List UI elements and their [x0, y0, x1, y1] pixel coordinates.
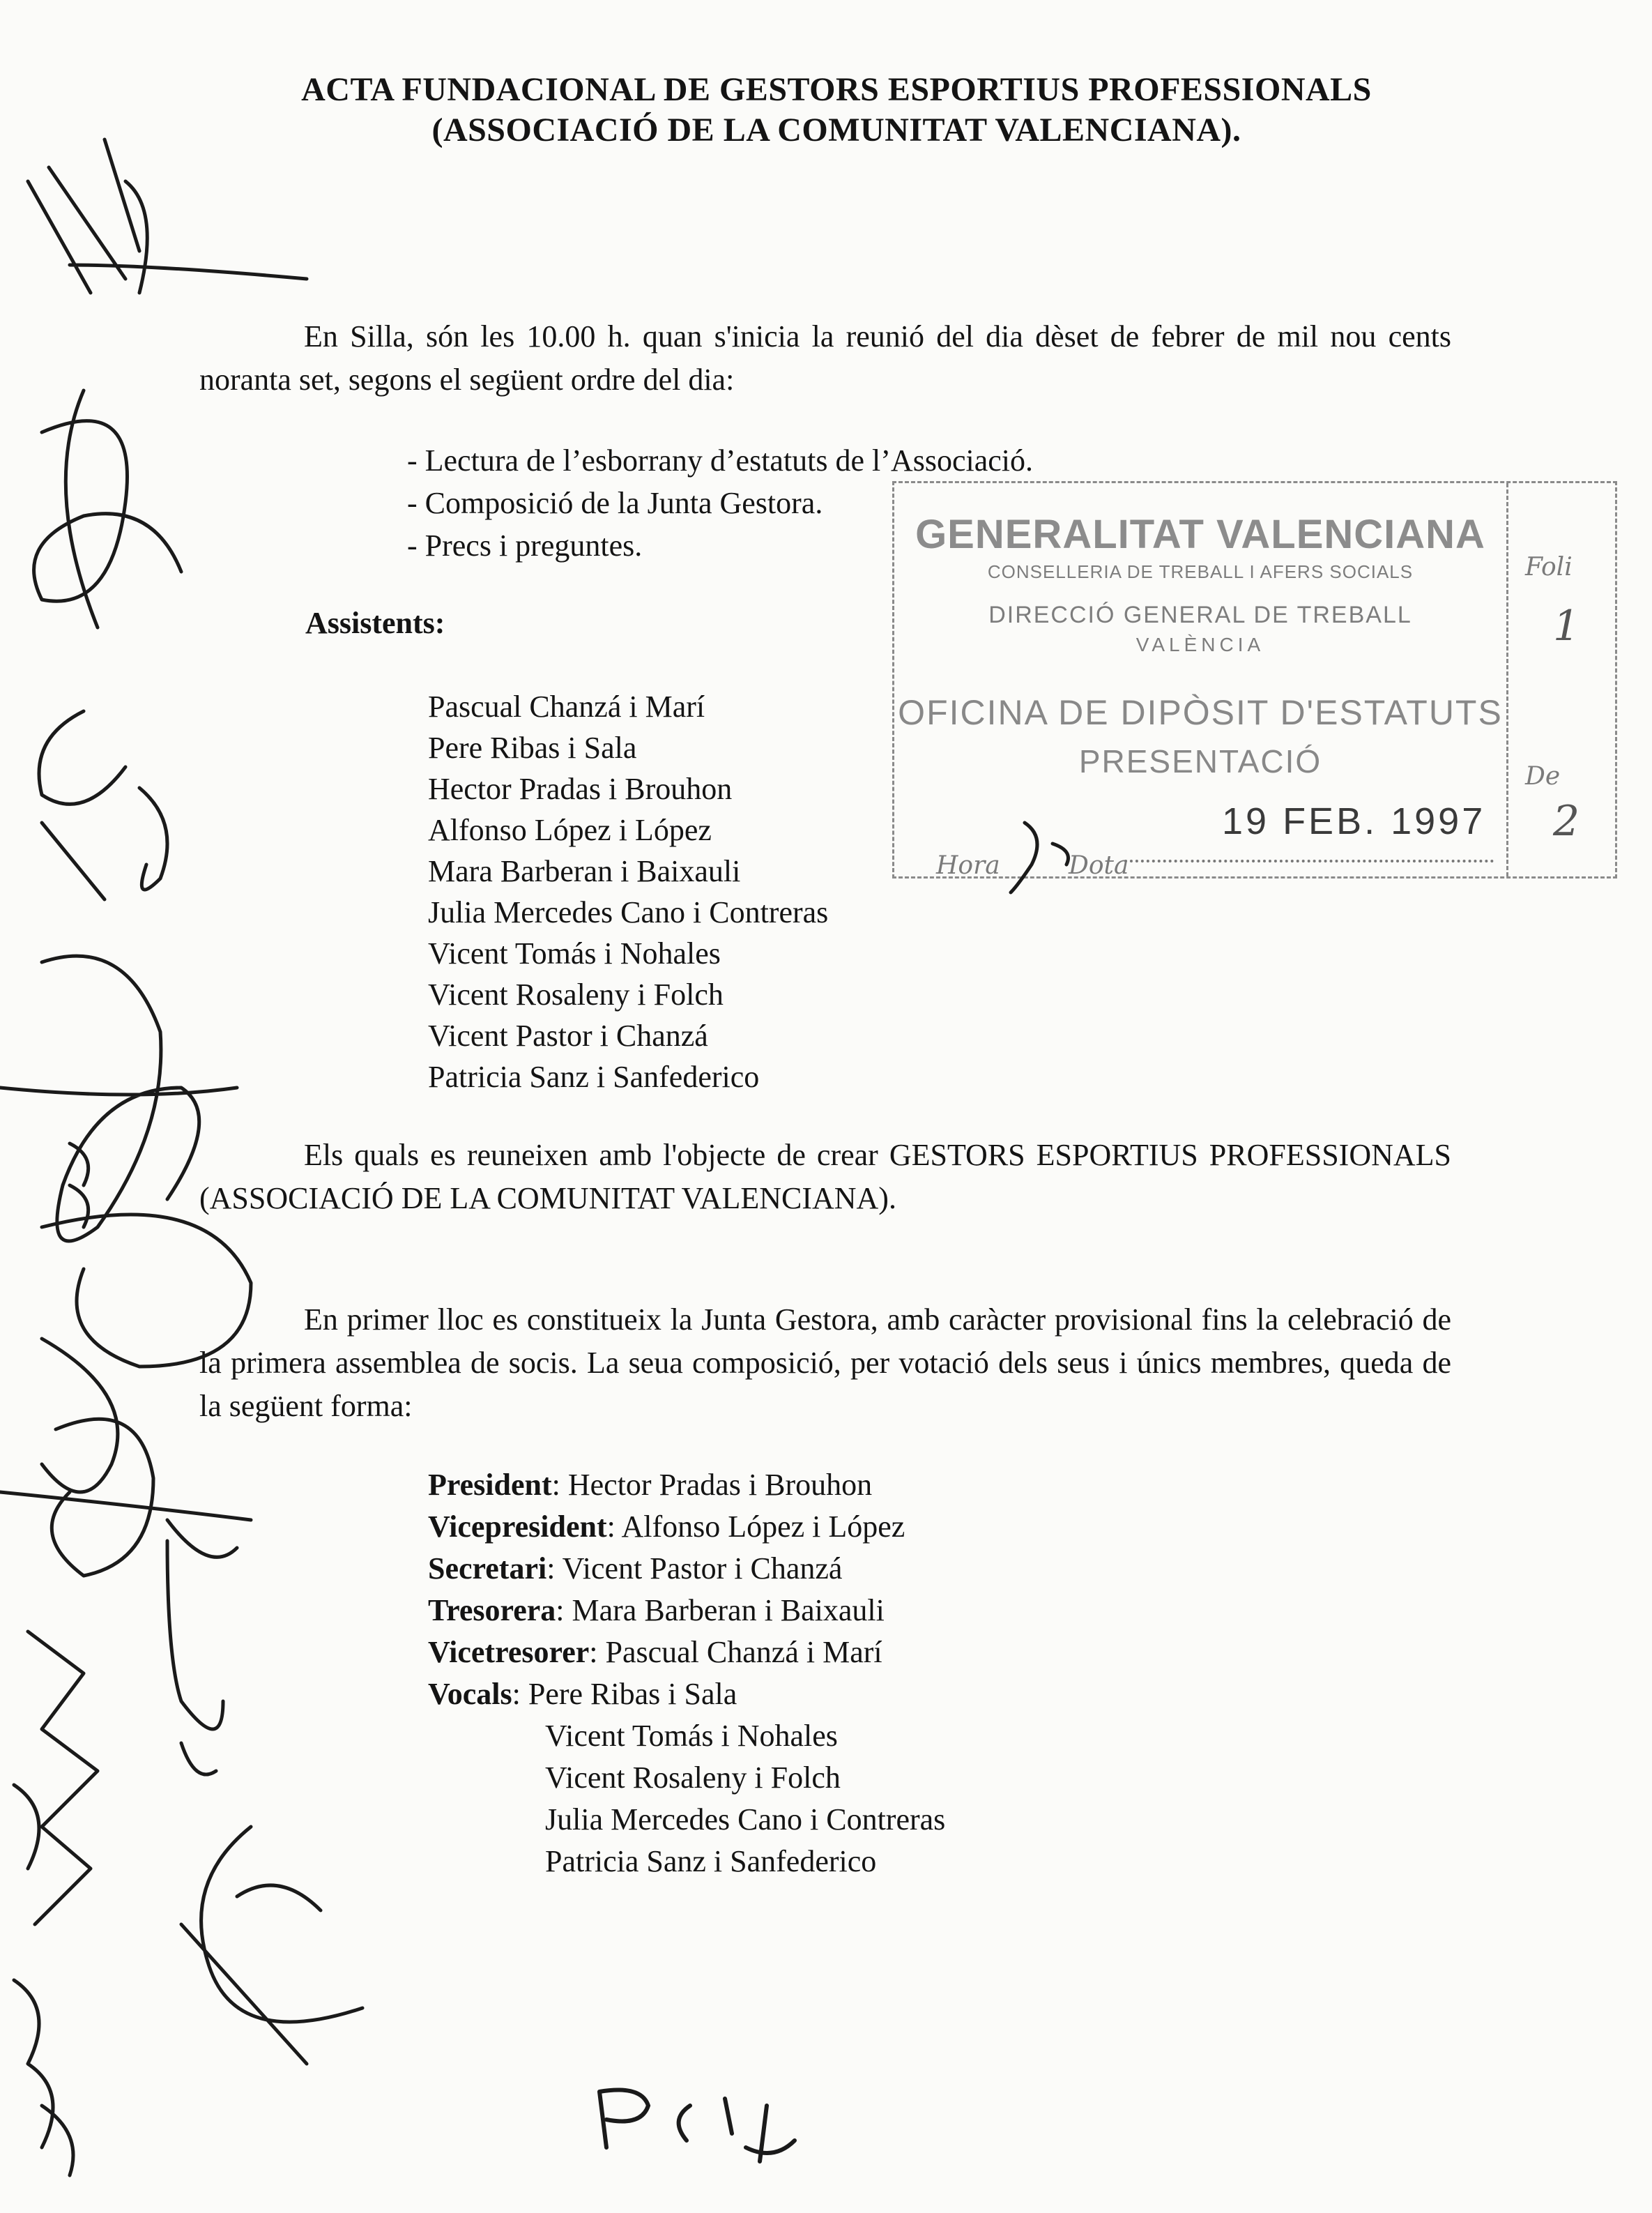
title-line-2: (ASSOCIACIÓ DE LA COMUNITAT VALENCIANA). [431, 111, 1241, 149]
board-row-vicetresorer: Vicetresorer: Pascual Chanzá i Marí [428, 1635, 882, 1669]
stamp-foli-value: 1 [1553, 602, 1580, 651]
board-role: Vocals [428, 1677, 512, 1711]
stamp-dotted-line [1124, 860, 1494, 862]
board-paragraph: En primer lloc es constitueix la Junta Gestora, amb caràcter provisional fins la celebració de la primera assemblea de socis. La seua composició, per votació dels seus i únics membres, queda de la següent forma: [199, 1302, 1451, 1423]
board-member: Mara Barberan i Baixauli [572, 1593, 885, 1627]
attendee-name: Pascual Chanzá i Marí [428, 690, 705, 724]
stamp-de-value: 2 [1553, 797, 1580, 846]
vocal-name: Vicent Tomás i Nohales [545, 1719, 838, 1753]
vocals-list [428, 1715, 945, 1883]
registration-stamp [892, 481, 1617, 879]
margin-signature-3 [39, 711, 167, 899]
attendee-name: Alfonso López i López [428, 813, 712, 847]
margin-signature-1 [28, 139, 307, 293]
margin-signature-6 [0, 1419, 251, 1576]
stamp-line-3: DIRECCIÓ GENERAL DE TREBALL [988, 602, 1412, 628]
stamp-date: 19 FEB. 1997 [1222, 800, 1486, 842]
board-composition [428, 1464, 945, 1883]
stamp-line-4: VALÈNCIA [1135, 634, 1265, 655]
board-row-tresorera: Tresorera: Mara Barberan i Baixauli [428, 1593, 885, 1627]
margin-signature-8 [167, 1541, 362, 2064]
board-role: President [428, 1468, 552, 1502]
board-role: Vicetresorer [428, 1635, 590, 1669]
stamp-foli-label: Foli [1525, 553, 1573, 581]
margin-signature-7 [14, 1632, 98, 1924]
board-member: Hector Pradas i Brouhon [567, 1468, 873, 1502]
vocal-name: Julia Mercedes Cano i Contreras [545, 1802, 946, 1836]
margin-signature-2 [34, 390, 181, 628]
attendee-name: Hector Pradas i Brouhon [428, 772, 733, 806]
stamp-de-label: De [1525, 762, 1561, 791]
attendee-name: Julia Mercedes Cano i Contreras [428, 895, 829, 929]
board-role: Secretari [428, 1551, 547, 1585]
board-row-vicepresident: Vicepresident: Alfonso López i López [428, 1509, 905, 1544]
board-member: Pere Ribas i Sala [528, 1677, 737, 1711]
attendees-label: Assistents: [305, 606, 445, 640]
vocal-name: Patricia Sanz i Sanfederico [545, 1844, 877, 1878]
attendees-list [428, 686, 828, 1097]
stamp-line-2: CONSELLERIA DE TREBALL I AFERS SOCIALS [987, 561, 1414, 582]
attendee-name: Vicent Tomás i Nohales [428, 936, 721, 971]
attendee-name: Mara Barberan i Baixauli [428, 854, 741, 888]
stamp-dota-label: Dota [1069, 851, 1129, 880]
margin-signature-9 [14, 1980, 73, 2175]
board-role: Vicepresident [428, 1509, 607, 1544]
stamp-line-5: OFICINA DE DIPÒSIT D'ESTATUTS [898, 693, 1503, 732]
board-member: Alfonso López i López [621, 1509, 905, 1544]
board-member: Pascual Chanzá i Marí [605, 1635, 882, 1669]
vocal-name: Vicent Rosaleny i Folch [545, 1760, 841, 1795]
document-title [209, 70, 1464, 150]
stamp-divider [1506, 483, 1508, 876]
stamp-hora-label: Hora [936, 851, 1000, 880]
board-row-secretari: Secretari: Vicent Pastor i Chanzá [428, 1551, 843, 1585]
board-row-vocals: Vocals: Pere Ribas i Sala [428, 1677, 737, 1711]
board-row-president: President: Hector Pradas i Brouhon [428, 1468, 873, 1502]
attendee-name: Pere Ribas i Sala [428, 731, 637, 765]
agenda-item: - Precs i preguntes. [407, 528, 643, 563]
bottom-signature-mark [599, 2090, 795, 2162]
stamp-line-6: PRESENTACIÓ [1078, 743, 1322, 780]
agenda-item: - Composició de la Junta Gestora. [407, 486, 823, 520]
intro-paragraph: En Silla, són les 10.00 h. quan s'inicia la reunió del dia dèset de febrer de mil nou cents noranta set, segons el següent ordre del dia: [199, 319, 1451, 397]
attendee-name: Vicent Rosaleny i Folch [428, 978, 724, 1012]
board-member: Vicent Pastor i Chanzá [562, 1551, 843, 1585]
attendee-name: Patricia Sanz i Sanfederico [428, 1060, 760, 1094]
stamp-line-1: GENERALITAT VALENCIANA [915, 512, 1485, 557]
purpose-paragraph: Els quals es reuneixen amb l'objecte de crear GESTORS ESPORTIUS PROFESSIONALS (ASSOCIACIÓ DE LA COMUNITAT VALENCIANA). [199, 1138, 1451, 1215]
agenda-item: - Lectura de l’esborrany d’estatuts de l’Associació. [407, 443, 1033, 478]
title-line-1: ACTA FUNDACIONAL DE GESTORS ESPORTIUS PROFESSIONALS [301, 71, 1372, 108]
attendee-name: Vicent Pastor i Chanzá [428, 1019, 708, 1053]
board-role: Tresorera [428, 1593, 556, 1627]
